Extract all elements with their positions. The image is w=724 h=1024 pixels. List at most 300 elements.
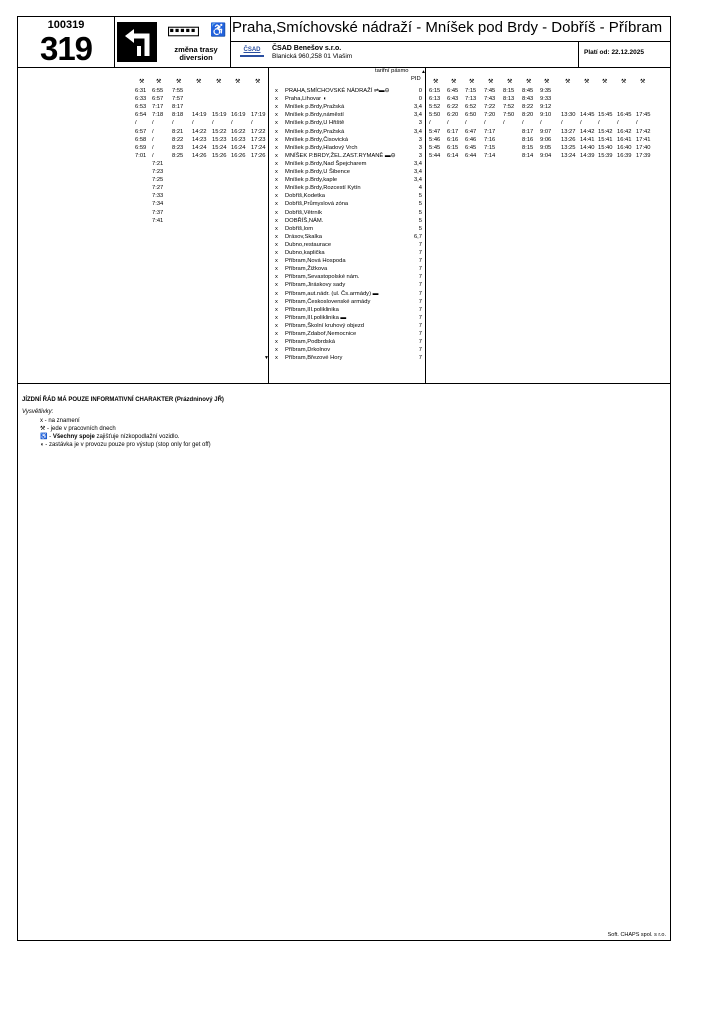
stop-name: Příbram,Jiráskovy sady [285, 282, 346, 289]
zone-value: 7 [418, 322, 422, 329]
departure-time: 13:27 [561, 128, 576, 135]
software-credit: Soft. CHAPS spol. s r.o. [607, 932, 666, 938]
departure-time: 17:19 [251, 112, 266, 119]
trip-symbol: ⚒ [640, 79, 646, 85]
departure-time: 9:35 [540, 88, 552, 94]
departure-time: 9:12 [540, 104, 552, 111]
request-stop-mark: x [275, 355, 278, 362]
zone-value: 0 [418, 88, 422, 94]
departure-time: 7:15 [484, 144, 496, 151]
departure-time: 6:46 [465, 136, 477, 143]
departure-time: 17:23 [251, 136, 266, 143]
departure-time: 15:22 [212, 128, 227, 135]
trip-symbol: ⚒ [235, 79, 241, 85]
departure-time: 9:04 [540, 152, 552, 159]
request-stop-mark: x [275, 274, 278, 281]
stop-name: PRAHA,SMÍCHOVSKÉ NÁDRAŽÍ ⇌▬⊖ [285, 88, 390, 94]
departure-time: 7:57 [172, 96, 184, 103]
legend-bold: Všechny spoje [52, 434, 95, 440]
request-stop-mark: x [275, 322, 278, 329]
zone-header: tarifní pásmo [375, 68, 409, 74]
zone-value: 5 [418, 193, 422, 200]
departure-time: 17:42 [636, 128, 651, 135]
timetable-table [18, 67, 670, 384]
stop-name: Příbram,Podbrdská [285, 339, 335, 346]
trip-symbol: ⚒ [488, 79, 494, 85]
departure-time: 7:20 [484, 112, 496, 119]
left-divider [268, 67, 269, 383]
request-stop-mark: x [275, 306, 278, 313]
stop-name: Mníšek p.Brdy,Nad Špejcharem [285, 160, 367, 167]
departure-time: 15:26 [212, 152, 227, 159]
right-divider [425, 67, 426, 383]
zone-value: 7 [418, 290, 422, 297]
request-stop-mark: x [275, 88, 278, 94]
departure-time: 14:24 [192, 144, 207, 151]
departure-time: 7:17 [484, 128, 496, 135]
departure-time: 15:45 [598, 112, 613, 119]
departure-time: 6:17 [447, 128, 459, 135]
zone-value: 5 [418, 217, 422, 224]
stop-row [275, 355, 342, 362]
departure-time: / [484, 120, 486, 127]
departure-time: 6:14 [447, 152, 459, 159]
stop-row [275, 201, 348, 208]
departure-time: 8:25 [172, 152, 184, 159]
zone-value: 7 [418, 314, 422, 321]
stop-name: Mníšek p.Brdy,Pražská [285, 104, 345, 111]
direction-up-arrow: ▲ [421, 69, 426, 75]
departure-time: 7:27 [152, 185, 164, 192]
departure-time: 6:58 [135, 136, 147, 143]
request-stop-mark: x [275, 314, 278, 321]
trip-symbol: ⚒ [156, 79, 162, 85]
request-stop-mark: x [275, 169, 278, 175]
departure-time: 5:46 [429, 136, 441, 143]
stop-name: Dobříš,Větrník [285, 209, 323, 216]
zone-value: 4 [418, 185, 422, 192]
stop-row [275, 96, 326, 103]
departure-time: 8:45 [522, 88, 534, 94]
departure-time: / [152, 136, 154, 143]
departure-time: 6:52 [465, 104, 477, 111]
departure-time: 6:55 [152, 88, 164, 94]
request-stop-mark: x [275, 298, 278, 305]
departure-time: 6:20 [447, 112, 459, 119]
departure-time: 17:26 [251, 152, 266, 159]
departure-time: / [522, 120, 524, 127]
pid-label: PID [411, 76, 421, 82]
request-stop-mark: x [275, 136, 278, 143]
stop-row [275, 218, 323, 225]
departure-time: 15:23 [212, 136, 227, 143]
departure-time: 15:24 [212, 144, 227, 151]
legend-text: zastávka je v provozu pouze pro výstup (stop only for get off) [48, 442, 211, 448]
departure-time: 6:45 [465, 144, 477, 151]
departure-time: 7:43 [484, 96, 496, 103]
stop-row [275, 129, 344, 136]
departure-time: 8:18 [172, 112, 184, 119]
request-stop-mark: x [275, 282, 278, 289]
stop-row [275, 282, 345, 289]
stop-name: Příbram,Zdaboř,Nemocnice [285, 331, 357, 337]
zone-value: 7 [418, 258, 422, 265]
request-stop-mark: x [275, 339, 278, 346]
departure-time: 16:22 [231, 128, 246, 135]
diversion-label [160, 46, 232, 62]
route-title: Praha,Smíchovské nádraží - Mníšek pod Brdy - Dobříš - Příbram [232, 19, 663, 36]
departure-time: 8:23 [172, 144, 184, 151]
zone-value: 5 [418, 201, 422, 208]
zone-value: 7 [418, 298, 422, 305]
diversion-label-en: diversion [179, 53, 213, 62]
stop-row [275, 137, 348, 144]
stop-name: Příbram,aut.nádr. (ul. Čs.armády) ▬ [285, 290, 379, 297]
trip-symbol: ⚒ [433, 79, 439, 85]
departure-time: 14:45 [580, 112, 595, 119]
departure-time: 15:40 [598, 144, 613, 151]
departure-time: 14:23 [192, 136, 207, 143]
departure-time: 6:47 [465, 128, 477, 135]
departure-time: 13:24 [561, 152, 576, 159]
zone-value: 3 [418, 120, 422, 127]
departure-time: 5:50 [429, 112, 441, 119]
departure-time: 8:15 [522, 144, 534, 151]
stop-row [275, 210, 322, 217]
stop-row [275, 299, 370, 306]
legend-symbol: ⚒ - [40, 426, 51, 432]
icon-box [114, 17, 231, 67]
stop-row [275, 169, 350, 176]
trip-symbol: ⚒ [469, 79, 475, 85]
departure-time: 8:20 [522, 112, 534, 119]
trip-symbol: ⚒ [216, 79, 222, 85]
stop-row [275, 258, 346, 265]
stop-row [275, 339, 335, 346]
request-stop-mark: x [275, 104, 278, 111]
departure-time: 7:55 [172, 88, 184, 94]
departure-time: 7:22 [484, 104, 496, 111]
departure-time: 5:44 [429, 152, 441, 159]
departure-time: 14:19 [192, 112, 207, 119]
stop-name: Příbram,Nová Hospoda [285, 258, 346, 265]
stop-name: Příbram,Československé armády [285, 298, 371, 305]
request-stop-mark: x [275, 193, 278, 200]
departure-time: 15:39 [598, 152, 613, 159]
trip-symbol: ⚒ [602, 79, 608, 85]
stop-row [275, 347, 330, 354]
departure-time: 16:42 [617, 128, 632, 135]
zone-value: 7 [418, 274, 422, 281]
stop-name: Příbram,III.poliklinika [285, 306, 339, 313]
departure-time: 8:15 [503, 88, 515, 94]
stop-name: Dubno,restaurace [285, 241, 332, 248]
stop-name: Příbram,Školní kruhový objezd [285, 322, 364, 329]
legend-symbol: x - [40, 418, 49, 424]
trip-symbol: ⚒ [196, 79, 202, 85]
departure-time: / [192, 120, 194, 127]
stop-row [275, 274, 359, 281]
valid-divider [578, 41, 579, 67]
stop-name: Mníšek p.Brdy,Rozcestí Kytín [285, 185, 361, 192]
bus-icon [168, 26, 199, 37]
departure-time: 9:33 [540, 96, 552, 103]
request-stop-mark: x [275, 120, 278, 127]
stop-row [275, 153, 396, 160]
stop-name: Mníšek p.Brdy,náměstí [285, 112, 344, 119]
departure-time: 17:22 [251, 128, 266, 135]
departure-time: / [152, 144, 154, 151]
departure-time: 8:21 [172, 128, 184, 135]
departure-time: / [152, 120, 154, 127]
timetable-header [18, 17, 670, 68]
valid-from: Platí od: 22.12.2025 [584, 49, 644, 56]
zone-value: 7 [418, 266, 422, 273]
departure-time: 9:07 [540, 128, 552, 135]
stop-name: DOBŘÍŠ,NÁM. [285, 217, 324, 224]
request-stop-mark: x [275, 331, 278, 337]
departure-time: 8:17 [522, 128, 534, 135]
zone-value: 7 [418, 339, 422, 346]
legend-symbol: ◖ - [40, 442, 49, 448]
departure-time: 8:16 [522, 136, 534, 143]
zone-value: 3 [418, 144, 422, 151]
departure-time: 17:40 [636, 144, 651, 151]
departure-time: 7:33 [152, 193, 164, 200]
request-stop-mark: x [275, 241, 278, 248]
departure-time: 8:43 [522, 96, 534, 103]
departure-time: 14:39 [580, 152, 595, 159]
stop-row [275, 291, 378, 298]
stop-row [275, 234, 322, 241]
departure-time: 5:45 [429, 144, 441, 151]
departure-time: / [598, 120, 600, 127]
departure-time: / [251, 120, 253, 127]
departure-time: 6:33 [135, 96, 147, 103]
departure-time: 6:44 [465, 152, 477, 159]
zone-value: 7 [418, 282, 422, 289]
departure-time: 7:13 [465, 96, 477, 103]
departure-time: 14:42 [580, 128, 595, 135]
stop-name: MNÍŠEK P.BRDY,ŽEL.ZAST.RYMANĚ ▬⊖ [285, 152, 396, 159]
departure-time: 6:59 [135, 144, 147, 151]
trip-symbol: ⚒ [584, 79, 590, 85]
request-stop-mark: x [275, 258, 278, 265]
request-stop-mark: x [275, 225, 278, 232]
legend-item [40, 418, 80, 425]
departure-time: / [465, 120, 467, 127]
departure-time: 9:05 [540, 144, 552, 151]
departure-time: / [172, 120, 174, 127]
stop-name: Dubno,kaplička [285, 250, 325, 256]
zone-value: 3,4 [413, 169, 422, 175]
trip-symbol: ⚒ [526, 79, 532, 85]
departure-time: 7:50 [503, 112, 515, 119]
departure-time: 16:45 [617, 112, 632, 119]
departure-time: 6:57 [152, 96, 164, 103]
informative-note: JÍZDNÍ ŘÁD MÁ POUZE INFORMATIVNÍ CHARAKTER (Prázdninový JŘ) [22, 397, 224, 403]
carrier-name: ČSAD Benešov s.r.o. [272, 45, 342, 52]
request-stop-mark: x [275, 160, 278, 167]
trip-symbol: ⚒ [176, 79, 182, 85]
zone-value: 3,4 [413, 104, 422, 111]
trip-symbol: ⚒ [565, 79, 571, 85]
departure-time: / [447, 120, 449, 127]
stop-row [275, 112, 344, 119]
stop-name: Příbram,Žižkova [285, 266, 328, 273]
departure-time: / [152, 152, 154, 159]
zone-value: 3,4 [413, 160, 422, 167]
departure-time: 16:26 [231, 152, 246, 159]
legend-item [40, 442, 211, 449]
departure-time: 5:52 [429, 104, 441, 111]
request-stop-mark: x [275, 144, 278, 151]
departure-time: 16:24 [231, 144, 246, 151]
departure-time: / [231, 120, 233, 127]
departure-time: 7:23 [152, 169, 164, 175]
legend-text: na znamení [48, 418, 80, 424]
departure-time: 7:14 [484, 152, 496, 159]
zone-value: 0 [418, 96, 422, 103]
line-id-box [18, 17, 115, 67]
request-stop-mark: x [275, 112, 278, 119]
direction-down-arrow: ▼ [264, 355, 269, 362]
request-stop-mark: x [275, 347, 278, 354]
departure-time: 6:16 [447, 136, 459, 143]
departure-time: 9:06 [540, 136, 552, 143]
stop-row [275, 185, 361, 192]
departure-time: 6:45 [447, 88, 459, 94]
departure-time: 7:45 [484, 88, 496, 94]
stop-row [275, 161, 366, 168]
departure-time: 15:41 [598, 136, 613, 143]
zone-value: 3,4 [413, 128, 422, 135]
trip-symbol: ⚒ [255, 79, 261, 85]
departure-time: 14:22 [192, 128, 207, 135]
departure-time: / [152, 128, 154, 135]
stop-row [275, 242, 331, 249]
departure-time: 17:45 [636, 112, 651, 119]
zone-value: 3,4 [413, 177, 422, 184]
request-stop-mark: x [275, 209, 278, 216]
departure-time: 16:23 [231, 136, 246, 143]
departure-time: 7:17 [152, 104, 164, 111]
trip-symbol: ⚒ [507, 79, 513, 85]
stop-row [275, 104, 344, 111]
departure-time: 6:50 [465, 112, 477, 119]
departure-time: 17:24 [251, 144, 266, 151]
departure-time: 6:13 [429, 96, 441, 103]
departure-time: 7:15 [465, 88, 477, 94]
request-stop-mark: x [275, 177, 278, 184]
zone-value: 5 [418, 225, 422, 232]
zone-value: 3,4 [413, 112, 422, 119]
request-stop-mark: x [275, 201, 278, 208]
zone-value: 7 [418, 250, 422, 256]
departure-time: 14:40 [580, 144, 595, 151]
stop-name: Příbram,III.poliklinika ▬ [285, 314, 347, 321]
departure-time: 17:39 [636, 152, 651, 159]
stop-name: Mníšek p.Brdy,Hladový Vrch [285, 144, 358, 151]
departure-time: 14:41 [580, 136, 595, 143]
request-stop-mark: x [275, 185, 278, 192]
header-divider [230, 41, 670, 42]
zone-value: 7 [418, 331, 422, 337]
departure-time: 8:22 [522, 104, 534, 111]
departure-time: 7:37 [152, 209, 164, 216]
departure-time: 7:01 [135, 152, 147, 159]
carrier-logo-text: ČSAD [243, 47, 261, 53]
stop-name: Mníšek p.Brdy,U Hřiště [285, 120, 345, 127]
carrier-info [272, 45, 352, 61]
departure-time: 14:26 [192, 152, 207, 159]
departure-time: 16:19 [231, 112, 246, 119]
stop-name: Mníšek p.Brdy,U Šibence [285, 169, 350, 175]
departure-time: 13:26 [561, 136, 576, 143]
stop-row [275, 120, 344, 127]
trip-symbol: ⚒ [544, 79, 550, 85]
departure-time: 6:43 [447, 96, 459, 103]
legend-title: Vysvětlivky: [22, 409, 54, 415]
departure-time: / [636, 120, 638, 127]
stop-row [275, 177, 337, 184]
carrier-address: Blanická 960,258 01 Vlašim [272, 53, 353, 60]
stop-name: Příbram,Sevastopolské nám. [285, 274, 360, 281]
request-stop-mark: x [275, 290, 278, 297]
departure-time: 9:10 [540, 112, 552, 119]
departure-time: 8:17 [172, 104, 184, 111]
zone-value: 7 [418, 355, 422, 362]
departure-time: 7:52 [503, 104, 515, 111]
zone-value: 7 [418, 241, 422, 248]
stop-name: Příbram,Březové Hory [285, 355, 343, 362]
wheelchair-icon: ♿ [210, 22, 227, 37]
zone-value: 7 [418, 306, 422, 313]
zone-value: 3 [418, 152, 422, 159]
request-stop-mark: x [275, 233, 278, 240]
departure-time: 16:40 [617, 144, 632, 151]
request-stop-mark: x [275, 152, 278, 159]
request-stop-mark: x [275, 250, 278, 256]
departure-time: 7:41 [152, 217, 164, 224]
legend-item [40, 426, 116, 433]
departure-time: 6:22 [447, 104, 459, 111]
carrier-logo [240, 47, 264, 61]
departure-time: 6:31 [135, 88, 147, 94]
stop-name: Mníšek p.Brdy,kaple [285, 177, 338, 184]
timetable-frame [17, 16, 671, 941]
departure-time: 7:25 [152, 177, 164, 184]
request-stop-mark: x [275, 266, 278, 273]
line-number: 319 [39, 30, 93, 67]
departure-time: / [503, 120, 505, 127]
departure-time: 15:19 [212, 112, 227, 119]
departure-time: 17:41 [636, 136, 651, 143]
departure-time: / [540, 120, 542, 127]
stop-name: Mníšek p.Brdy,Čisovická [285, 136, 349, 143]
stop-name: Drásov,Skalka [285, 233, 322, 240]
trip-symbol: ⚒ [621, 79, 627, 85]
departure-time: / [561, 120, 563, 127]
request-stop-mark: x [275, 96, 278, 103]
departure-time: / [429, 120, 431, 127]
zone-value: 6,7 [413, 233, 422, 240]
departure-time: / [580, 120, 582, 127]
departure-time: 7:34 [152, 201, 164, 208]
stop-name: Praha,Lihovar ◖ [285, 96, 327, 103]
stop-name: Dobříš,Kodetka [285, 193, 325, 200]
trip-symbol: ⚒ [139, 79, 145, 85]
